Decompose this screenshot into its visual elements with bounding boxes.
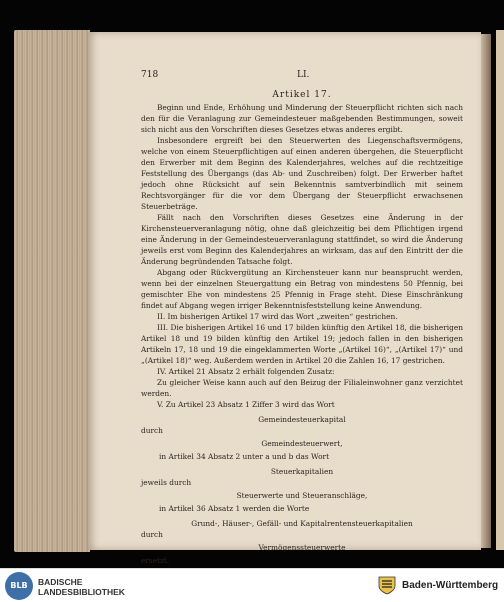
label-durch-2: durch (141, 530, 163, 539)
paragraph-2: Insbesondere ergreift bei den Steuerwerten des Liegenschaftsvermögens, welche von einem Steuerpflichtigen auf einen anderen übergehen, die Steuerpflicht den Erwerber mit dem Beginn des Kalenderjahres, welches auf die rechtzeitige Feststellung des Übergangs (das Ab- und Zuschreiben) folgt. Der Erwerber haftet jedoch ohne Rücksicht auf sein Bekenntnis samtverbindlich mit seinem Rechtsvorgänger für die vor dem Übergang der Steuerpflicht erwachsenen Steuerbeträge. (141, 136, 463, 211)
label-durch-1: durch (141, 426, 163, 435)
amendment-iv-b: Zu gleicher Weise kann auch auf den Beizug der Filialeinwohner ganz verzichtet werden. (141, 378, 463, 398)
library-name-line-2: LANDESBIBLIOTHEK (38, 587, 125, 597)
word-steuerwerte: Steuerwerte und Steueranschläge, (236, 491, 368, 500)
paragraph-3: Fällt nach den Vorschriften dieses Gesetzes eine Änderung in der Kirchensteuerveranlagung nötig, ohne daß gleichzeitig bei dem Pflichtigen irgend eine Änderung in der Gemeindesteuerveranlagung stattfindet, so wird die Änderung jeweils erst vom Beginn des Kalenderjahres an wirksam, das auf den Eintritt der die Änderung begründenden Tatsache folgt. (141, 213, 463, 266)
line-artikel-34: in Artikel 34 Absatz 2 unter a und b das Wort (159, 452, 330, 461)
label-ersetzt: ersetzt. (141, 556, 170, 565)
book-spine (481, 34, 491, 548)
next-page-strip (496, 30, 504, 550)
word-vermoegenssteuerwerte: Vermögenssteuerwerte (258, 543, 346, 552)
line-artikel-36: in Artikel 36 Absatz 1 werden die Worte (159, 504, 310, 513)
blb-logo-icon[interactable]: BLB (5, 572, 33, 600)
state-label[interactable]: Baden-Württemberg (402, 580, 499, 591)
page-text (141, 70, 463, 566)
amendment-v: V. Zu Artikel 23 Absatz 1 Ziffer 3 wird das Wort (157, 400, 335, 409)
library-name-line-1: BADISCHE (38, 577, 83, 587)
amendment-iv-a: IV. Artikel 21 Absatz 2 erhält folgenden Zusatz: (157, 367, 335, 376)
library-name[interactable] (38, 577, 125, 597)
word-gemeindesteuerkapital: Gemeindesteuerkapital (258, 415, 346, 424)
coat-of-arms-icon (376, 574, 398, 596)
running-head: LI. (297, 70, 310, 80)
label-jeweils-durch: jeweils durch (141, 478, 192, 487)
book-page-edges (14, 30, 90, 552)
article-title: Artikel 17. (272, 90, 332, 100)
page-number: 718 (141, 70, 159, 80)
amendment-ii: II. Im bisherigen Artikel 17 wird das Wort „zweiten“ gestrichen. (157, 312, 398, 321)
page-header (141, 70, 463, 84)
paragraph-4: Abgang oder Rückvergütung an Kirchensteuer kann nur beansprucht werden, wenn bei der einzelnen Steuergattung ein Betrag von mindestens 50 Pfennig, bei gemischter Ehe von mindestens 25 Pfennig in Frage steht. Diese Einschränkung findet auf Abgang wegen irriger Bekenntnisfeststellung keine Anwendung. (141, 268, 463, 310)
paragraph-1: Beginn und Ende, Erhöhung und Minderung der Steuerpflicht richten sich nach den für die Veranlagung zur Gemeindesteuer maßgebenden Bestimmungen, soweit sich nicht aus den Vorschriften dieses Gesetzes etwas anderes ergibt. (141, 103, 463, 134)
word-gemeindesteuerwert: Gemeindesteuerwert, (261, 439, 343, 448)
amendment-iii: III. Die bisherigen Artikel 16 und 17 bilden künftig den Artikel 18, die bisherigen Artikel 18 und 19 bilden künftig den Artikel 19; jedoch fallen in den bisherigen Artikeln 17, 18 und 19 die eingeklammerten Worte „(Artikel 16)“, „(Artikel 17)“ und „(Artikel 18)“ weg. Außerdem werden in Artikel 20 die Zahlen 16, 17 gestrichen. (141, 323, 463, 365)
word-steuerkapitalien: Steuerkapitalien (270, 467, 334, 476)
library-footer (0, 568, 504, 602)
word-kapitalrentensteuerkapitalien: Grund-, Häuser-, Gefäll- und Kapitalrentensteuerkapitalien (191, 519, 413, 528)
